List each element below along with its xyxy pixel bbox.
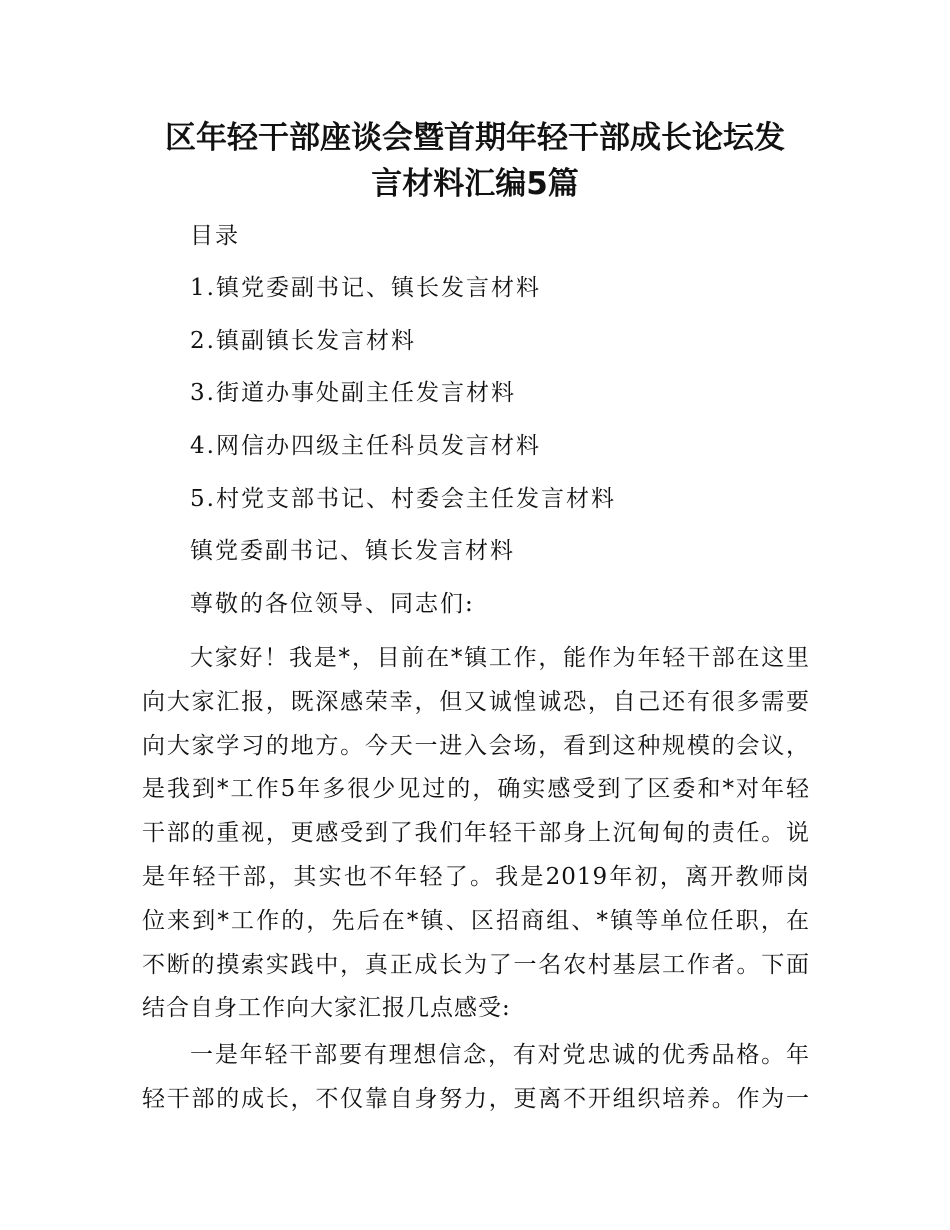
paragraph-line: 是我到*工作5年多很少见过的，确实感受到了区委和*对年轻 — [142, 776, 810, 803]
paragraph-line: 不断的摸索实践中，真正成长为了一名农村基层工作者。下面 — [142, 951, 810, 978]
paragraph-line: 向大家汇报，既深感荣幸，但又诚惶诚恐，自己还有很多需要 — [142, 688, 810, 715]
toc-item-5: 5.村党支部书记、村委会主任发言材料 — [190, 486, 616, 512]
toc-item-3: 3.街道办事处副主任发言材料 — [190, 380, 516, 406]
paragraph-line: 是年轻干部，其实也不年轻了。我是2019年初，离开教师岗 — [142, 863, 810, 890]
paragraph-line: 位来到*工作的，先后在*镇、区招商组、*镇等单位任职，在 — [142, 907, 810, 934]
paragraph-line: 大家好！我是*，目前在*镇工作，能作为年轻干部在这里 — [190, 645, 810, 671]
paragraph-line: 一是年轻干部要有理想信念，有对党忠诚的优秀品格。年 — [190, 1042, 810, 1068]
paragraph-2 — [142, 1034, 810, 1122]
document-title-line-2: 言材料汇编5篇 — [371, 166, 579, 202]
paragraph-line: 向大家学习的地方。今天一进入会场，看到这种规模的会议， — [142, 732, 810, 759]
toc-item-1: 1.镇党委副书记、镇长发言材料 — [190, 275, 541, 301]
toc-item-4: 4.网信办四级主任科员发言材料 — [190, 433, 541, 459]
toc-heading: 目录 — [190, 223, 240, 249]
paragraph-line: 干部的重视，更感受到了我们年轻干部身上沉甸甸的责任。说 — [142, 820, 810, 847]
salutation: 尊敬的各位领导、同志们: — [190, 591, 475, 617]
document-title-line-1: 区年轻干部座谈会暨首期年轻干部成长论坛发 — [165, 120, 785, 156]
paragraph-1 — [142, 637, 810, 1031]
section-heading: 镇党委副书记、镇长发言材料 — [190, 538, 515, 564]
toc-item-2: 2.镇副镇长发言材料 — [190, 328, 416, 354]
paragraph-line: 结合自身工作向大家汇报几点感受: — [142, 995, 511, 1022]
paragraph-line: 轻干部的成长，不仅靠自身努力，更离不开组织培养。作为一 — [142, 1085, 810, 1112]
